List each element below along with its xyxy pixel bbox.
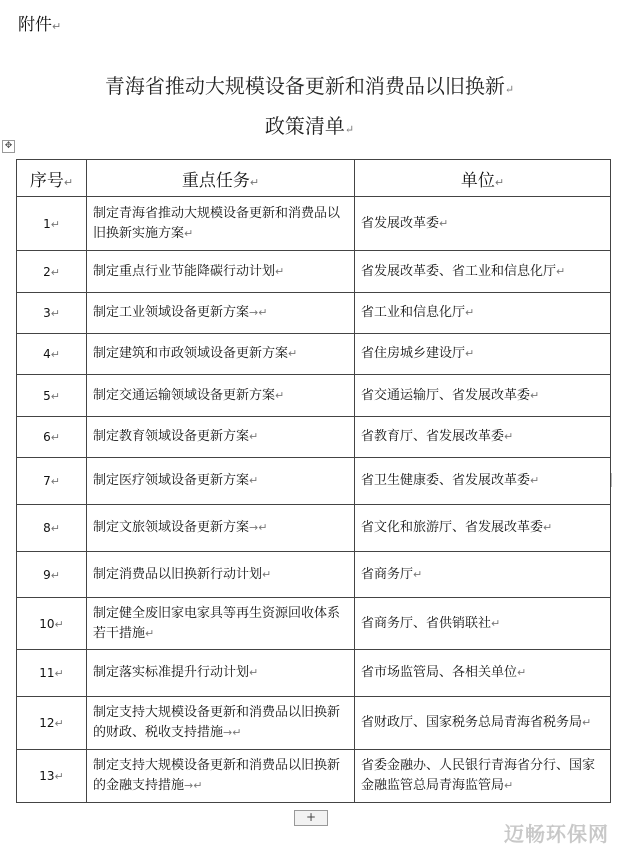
title-line2-text: 政策清单 xyxy=(264,114,345,138)
cell-task-text: 制定青海省推动大规模设备更新和消费品以旧换新实施方案 xyxy=(93,205,341,241)
paragraph-mark-icon: ↵ xyxy=(504,430,514,443)
cell-seq[interactable] xyxy=(17,650,87,697)
paragraph-mark-icon: ↵ xyxy=(50,522,60,535)
cell-task[interactable] xyxy=(87,598,355,650)
cell-unit-text: 省住房城乡建设厅 xyxy=(361,346,466,361)
paragraph-mark-icon: ↵ xyxy=(50,431,60,444)
cell-task[interactable] xyxy=(87,650,355,697)
cell-task-text: 制定健全废旧家电家具等再生资源回收体系若干措施 xyxy=(93,605,341,641)
cell-seq[interactable] xyxy=(17,293,87,334)
cell-unit-text: 省委金融办、人民银行青海省分行、国家金融监管总局青海监管局 xyxy=(361,758,596,793)
table-row xyxy=(17,375,611,417)
paragraph-mark-icon: ↵ xyxy=(232,726,242,739)
cell-seq-text: 12 xyxy=(39,716,55,730)
cell-unit[interactable] xyxy=(355,750,611,803)
header-seq: 序号↵ xyxy=(17,160,87,197)
paragraph-mark-icon: ↵ xyxy=(258,306,268,319)
cell-seq[interactable] xyxy=(17,251,87,293)
policy-table xyxy=(16,159,611,803)
cell-task-text: 制定落实标准提升行动计划 xyxy=(93,665,250,680)
cell-seq-text: 10 xyxy=(39,616,55,631)
paragraph-mark-icon: ↵ xyxy=(439,216,449,230)
cell-unit[interactable] xyxy=(355,458,611,505)
cell-unit[interactable] xyxy=(355,251,611,293)
cell-seq[interactable] xyxy=(17,197,87,251)
cell-unit[interactable] xyxy=(355,293,611,334)
cell-seq[interactable] xyxy=(17,598,87,650)
cell-seq[interactable] xyxy=(17,334,87,375)
paragraph-mark-icon: ↵ xyxy=(530,474,540,487)
paragraph-mark-icon: ↵ xyxy=(275,388,285,402)
paragraph-mark-icon: ↵ xyxy=(465,347,475,360)
cell-unit[interactable] xyxy=(355,375,611,417)
paragraph-mark-icon: ↵ xyxy=(249,175,260,189)
paragraph-mark-icon: ↵ xyxy=(543,521,553,534)
table-row xyxy=(17,334,611,375)
table-row xyxy=(17,293,611,334)
cell-seq[interactable] xyxy=(17,697,87,750)
paragraph-mark-icon: ↵ xyxy=(556,264,566,278)
cell-unit-text: 省商务厅 xyxy=(361,566,414,582)
cell-seq-text: 4 xyxy=(43,347,51,361)
cell-task[interactable] xyxy=(87,251,355,293)
cell-unit-text: 省卫生健康委、省发展改革委 xyxy=(361,473,531,488)
cell-task[interactable] xyxy=(87,197,355,251)
cell-unit[interactable] xyxy=(355,334,611,375)
document-title-line2 xyxy=(0,110,619,139)
paragraph-mark-icon: ↵ xyxy=(249,474,259,487)
paragraph-mark-icon: ↵ xyxy=(494,175,505,189)
cell-unit-text: 省市场监管局、各相关单位 xyxy=(361,665,518,680)
table-row xyxy=(17,697,611,750)
cell-seq-text: 6 xyxy=(43,430,51,444)
cell-task-text: 制定医疗领域设备更新方案 xyxy=(93,473,250,488)
cell-seq-text: 7 xyxy=(43,474,51,488)
cell-task[interactable] xyxy=(87,697,355,750)
cell-seq[interactable] xyxy=(17,458,87,505)
paragraph-mark-icon: ↵ xyxy=(50,568,60,582)
table-row xyxy=(17,197,611,251)
cell-task-text: 制定支持大规模设备更新和消费品以旧换新的财政、税收支持措施 xyxy=(93,705,341,740)
paragraph-mark-icon: ↵ xyxy=(491,616,501,630)
cell-task[interactable] xyxy=(87,334,355,375)
table-move-handle-icon[interactable]: ✥ xyxy=(2,140,15,153)
paragraph-mark-icon: ↵ xyxy=(517,666,527,679)
cell-seq-text: 5 xyxy=(43,388,51,403)
tab-arrow-icon: → xyxy=(249,306,259,319)
cell-task[interactable] xyxy=(87,375,355,417)
paragraph-mark-icon: ↵ xyxy=(465,306,475,319)
paragraph-mark-icon: ↵ xyxy=(50,217,60,231)
cell-seq-text: 11 xyxy=(39,666,55,680)
paragraph-mark-icon: ↵ xyxy=(504,83,515,96)
cell-unit-text: 省交通运输厅、省发展改革委 xyxy=(361,387,531,403)
paragraph-mark-icon: ↵ xyxy=(344,123,355,136)
cell-seq[interactable] xyxy=(17,417,87,458)
watermark: 迈畅环保网 xyxy=(504,822,609,846)
cell-task-text: 制定交通运输领域设备更新方案 xyxy=(93,387,276,403)
cell-seq[interactable] xyxy=(17,505,87,552)
cell-unit-text: 省发展改革委 xyxy=(361,215,440,231)
header-unit: 单位↵ xyxy=(355,160,611,197)
tab-arrow-icon: → xyxy=(184,779,194,792)
title-line1-text: 青海省推动大规模设备更新和消费品以旧换新 xyxy=(104,74,505,98)
cell-unit-text: 省文化和旅游厅、省发展改革委 xyxy=(361,520,544,535)
cell-seq-text: 13 xyxy=(39,769,55,783)
paragraph-mark-icon: ↵ xyxy=(50,475,60,488)
paragraph-mark-icon: ↵ xyxy=(54,667,64,680)
cell-unit[interactable] xyxy=(355,505,611,552)
cell-seq-text: 8 xyxy=(43,521,51,535)
table-header-row xyxy=(17,160,611,197)
cell-task-text: 制定文旅领域设备更新方案 xyxy=(93,520,250,535)
add-row-button[interactable]: + xyxy=(294,810,328,826)
table-row xyxy=(17,598,611,650)
paragraph-mark-icon: ↵ xyxy=(54,717,64,730)
cell-task-text: 制定重点行业节能降碳行动计划 xyxy=(93,263,276,279)
cell-unit[interactable] xyxy=(355,598,611,650)
paragraph-mark-icon: ↵ xyxy=(145,626,155,640)
cell-unit-text: 省教育厅、省发展改革委 xyxy=(361,429,505,444)
cell-task[interactable] xyxy=(87,750,355,803)
cell-task[interactable] xyxy=(87,293,355,334)
paragraph-mark-icon: ↵ xyxy=(54,770,64,783)
cell-unit[interactable] xyxy=(355,697,611,750)
cell-unit[interactable] xyxy=(355,197,611,251)
table-row xyxy=(17,505,611,552)
cell-seq[interactable] xyxy=(17,552,87,598)
cell-unit[interactable] xyxy=(355,417,611,458)
paragraph-mark-icon: ↵ xyxy=(63,175,74,189)
paragraph-mark-icon: ↵ xyxy=(504,779,514,792)
cell-unit-text: 省财政厅、国家税务总局青海省税务局 xyxy=(361,715,583,730)
cell-unit[interactable] xyxy=(355,650,611,697)
paragraph-mark-icon: ↵ xyxy=(50,348,60,361)
cell-task-text: 制定消费品以旧换新行动计划 xyxy=(93,566,263,582)
paragraph-mark-icon: ↵ xyxy=(262,567,272,581)
document-title-line1 xyxy=(0,70,619,99)
cell-seq[interactable] xyxy=(17,750,87,803)
cell-task[interactable] xyxy=(87,417,355,458)
table-row xyxy=(17,750,611,803)
table-row xyxy=(17,552,611,598)
annex-text: 附件 xyxy=(18,15,52,35)
paragraph-mark-icon: ↵ xyxy=(50,265,60,279)
paragraph-mark-icon: ↵ xyxy=(288,347,298,360)
paragraph-mark-icon: ↵ xyxy=(413,567,423,581)
paragraph-mark-icon: ↵ xyxy=(258,521,268,534)
paragraph-mark-icon: ↵ xyxy=(249,430,259,443)
cell-unit-text: 省商务厅、省供销联社 xyxy=(361,615,492,631)
cell-seq-text: 3 xyxy=(43,306,51,320)
paragraph-mark-icon: ↵ xyxy=(275,264,285,278)
cell-task-text: 制定支持大规模设备更新和消费品以旧换新的金融支持措施 xyxy=(93,758,341,793)
paragraph-mark-icon: ↵ xyxy=(249,666,259,679)
cell-task[interactable] xyxy=(87,552,355,598)
header-task: 重点任务↵ xyxy=(87,160,355,197)
table-row xyxy=(17,417,611,458)
page-edge-marker xyxy=(611,473,619,487)
paragraph-mark-icon: ↵ xyxy=(50,307,60,320)
cell-task-text: 制定建筑和市政领域设备更新方案 xyxy=(93,346,289,361)
paragraph-mark-icon: ↵ xyxy=(193,779,203,792)
paragraph-mark-icon: ↵ xyxy=(582,716,592,729)
cell-task-text: 制定教育领域设备更新方案 xyxy=(93,429,250,444)
cell-seq-text: 1 xyxy=(43,216,51,231)
cell-unit-text: 省发展改革委、省工业和信息化厅 xyxy=(361,263,557,279)
paragraph-mark-icon: ↵ xyxy=(54,617,64,631)
table-row xyxy=(17,458,611,505)
paragraph-mark-icon: ↵ xyxy=(52,20,62,33)
cell-seq-text: 2 xyxy=(43,264,51,279)
annex-label xyxy=(18,10,61,35)
cell-unit[interactable] xyxy=(355,552,611,598)
cell-task[interactable] xyxy=(87,505,355,552)
table-row xyxy=(17,650,611,697)
cell-task-text: 制定工业领域设备更新方案 xyxy=(93,305,250,320)
paragraph-mark-icon: ↵ xyxy=(530,388,540,402)
cell-unit-text: 省工业和信息化厅 xyxy=(361,305,466,320)
cell-task[interactable] xyxy=(87,458,355,505)
tab-arrow-icon: → xyxy=(223,726,233,739)
paragraph-mark-icon: ↵ xyxy=(50,389,60,403)
tab-arrow-icon: → xyxy=(249,521,259,534)
paragraph-mark-icon: ↵ xyxy=(184,226,194,240)
cell-seq-text: 9 xyxy=(43,567,51,582)
table-row xyxy=(17,251,611,293)
cell-seq[interactable] xyxy=(17,375,87,417)
